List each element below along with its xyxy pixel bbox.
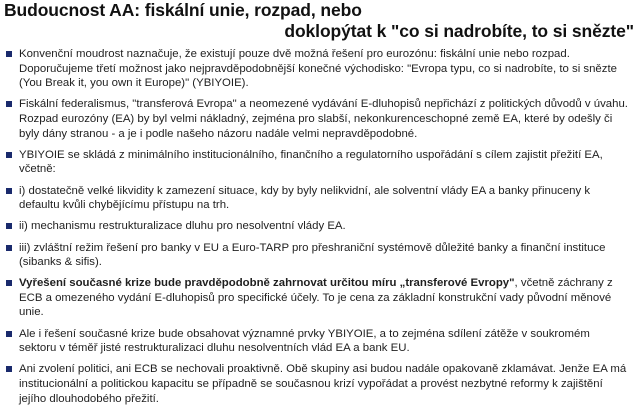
bullet-item-3 (0, 148, 640, 177)
bullet-item-5 (0, 219, 640, 234)
bullet-text: Fiskální federalismus, "transferová Evropa" a neomezené vydávání E-dluhopisů nepřichází z politických důvodů v úvahu. Rozpad eurozóny (EA) by byl velmi nákladný, zejména pro slabší, nekonkurenceschopné země EA, které by odešly či byly dány stranou - a je i podle našeho názoru nadále velmi nepravděpodobné. (19, 98, 628, 140)
bullet-item-8 (0, 327, 640, 356)
title-line-2: doklopýtat k "co si nadrobíte, to si snězte" (284, 21, 634, 41)
square-bullet-icon (6, 152, 12, 158)
bullet-list (0, 47, 640, 413)
square-bullet-icon (6, 331, 12, 337)
bullet-text: ii) mechanismu restrukturalizace dluhu pro nesolventní vlády EA. (19, 220, 346, 233)
bullet-text-bold: Vyřešení současné krize bude pravděpodobně zahrnovat určitou míru „transferové Evropy" (19, 277, 515, 290)
bullet-text: i) dostatečně velké likvidity k zamezení situace, kdy by byly nelikvidní, ale solventní vlády EA a banky přinuceny k defaultu kvůli chybějícímu přístupu na trh. (19, 184, 591, 212)
title-line-1: Budoucnost AA: fiskální unie, rozpad, nebo (4, 0, 362, 20)
bullet-item-7 (0, 276, 640, 320)
square-bullet-icon (6, 101, 12, 107)
square-bullet-icon (6, 245, 12, 251)
square-bullet-icon (6, 223, 12, 229)
square-bullet-icon (6, 188, 12, 194)
bullet-text-rest: , včetně záchrany z ECB a omezeného vydání E-dluhopisů pro specifické účely. To je cena za základní konstrukční vady původní měnové unie. (19, 277, 613, 319)
bullet-text: YBIYOIE se skládá z minimálního institucionálního, finančního a regulatorního uspořádání s cílem zajistit přežití EA, včetně: (19, 148, 603, 176)
bullet-item-4 (0, 184, 640, 213)
square-bullet-icon (6, 366, 12, 372)
bullet-item-2 (0, 97, 640, 141)
bullet-item-9 (0, 362, 640, 406)
bullet-text: Konvenční moudrost naznačuje, že existují pouze dvě možná řešení pro eurozónu: fiskální unie nebo rozpad. Doporučujeme třetí možnost jako nejpravděpodobnější konečné východisko: "Evropa typu, co si nadrobíte, to si snězte (You Break it, you own it Europe)" (YBIYOIE). (19, 48, 617, 90)
square-bullet-icon (6, 280, 12, 286)
square-bullet-icon (6, 51, 12, 57)
bullet-item-6 (0, 241, 640, 270)
bullet-item-1 (0, 47, 640, 91)
bullet-text: iii) zvláštní režim řešení pro banky v EU a Euro-TARP pro přeshraniční systémově důležité banky a finanční instituce (sibanks & sifis). (19, 241, 606, 269)
bullet-text: Ani zvolení politici, ani ECB se nechovali proaktivně. Obě skupiny asi budou nadále opakovaně zklamávat. Jenže EA má institucionální a politickou kapacitu se případně se současnou krizí vypořádat a provést nezbytné reformy k zajištění jejího dlouhodobého přežití. (19, 363, 627, 405)
slide-title (4, 0, 636, 42)
bullet-text: Ale i řešení současné krize bude obsahovat významné prvky YBIYOIE, a to zejména sdílení zátěže v soukromém sektoru v téměř jisté restrukturalizaci dluhu nesolventních vlád EA a bank EU. (19, 327, 590, 355)
bullet-text (19, 276, 628, 320)
